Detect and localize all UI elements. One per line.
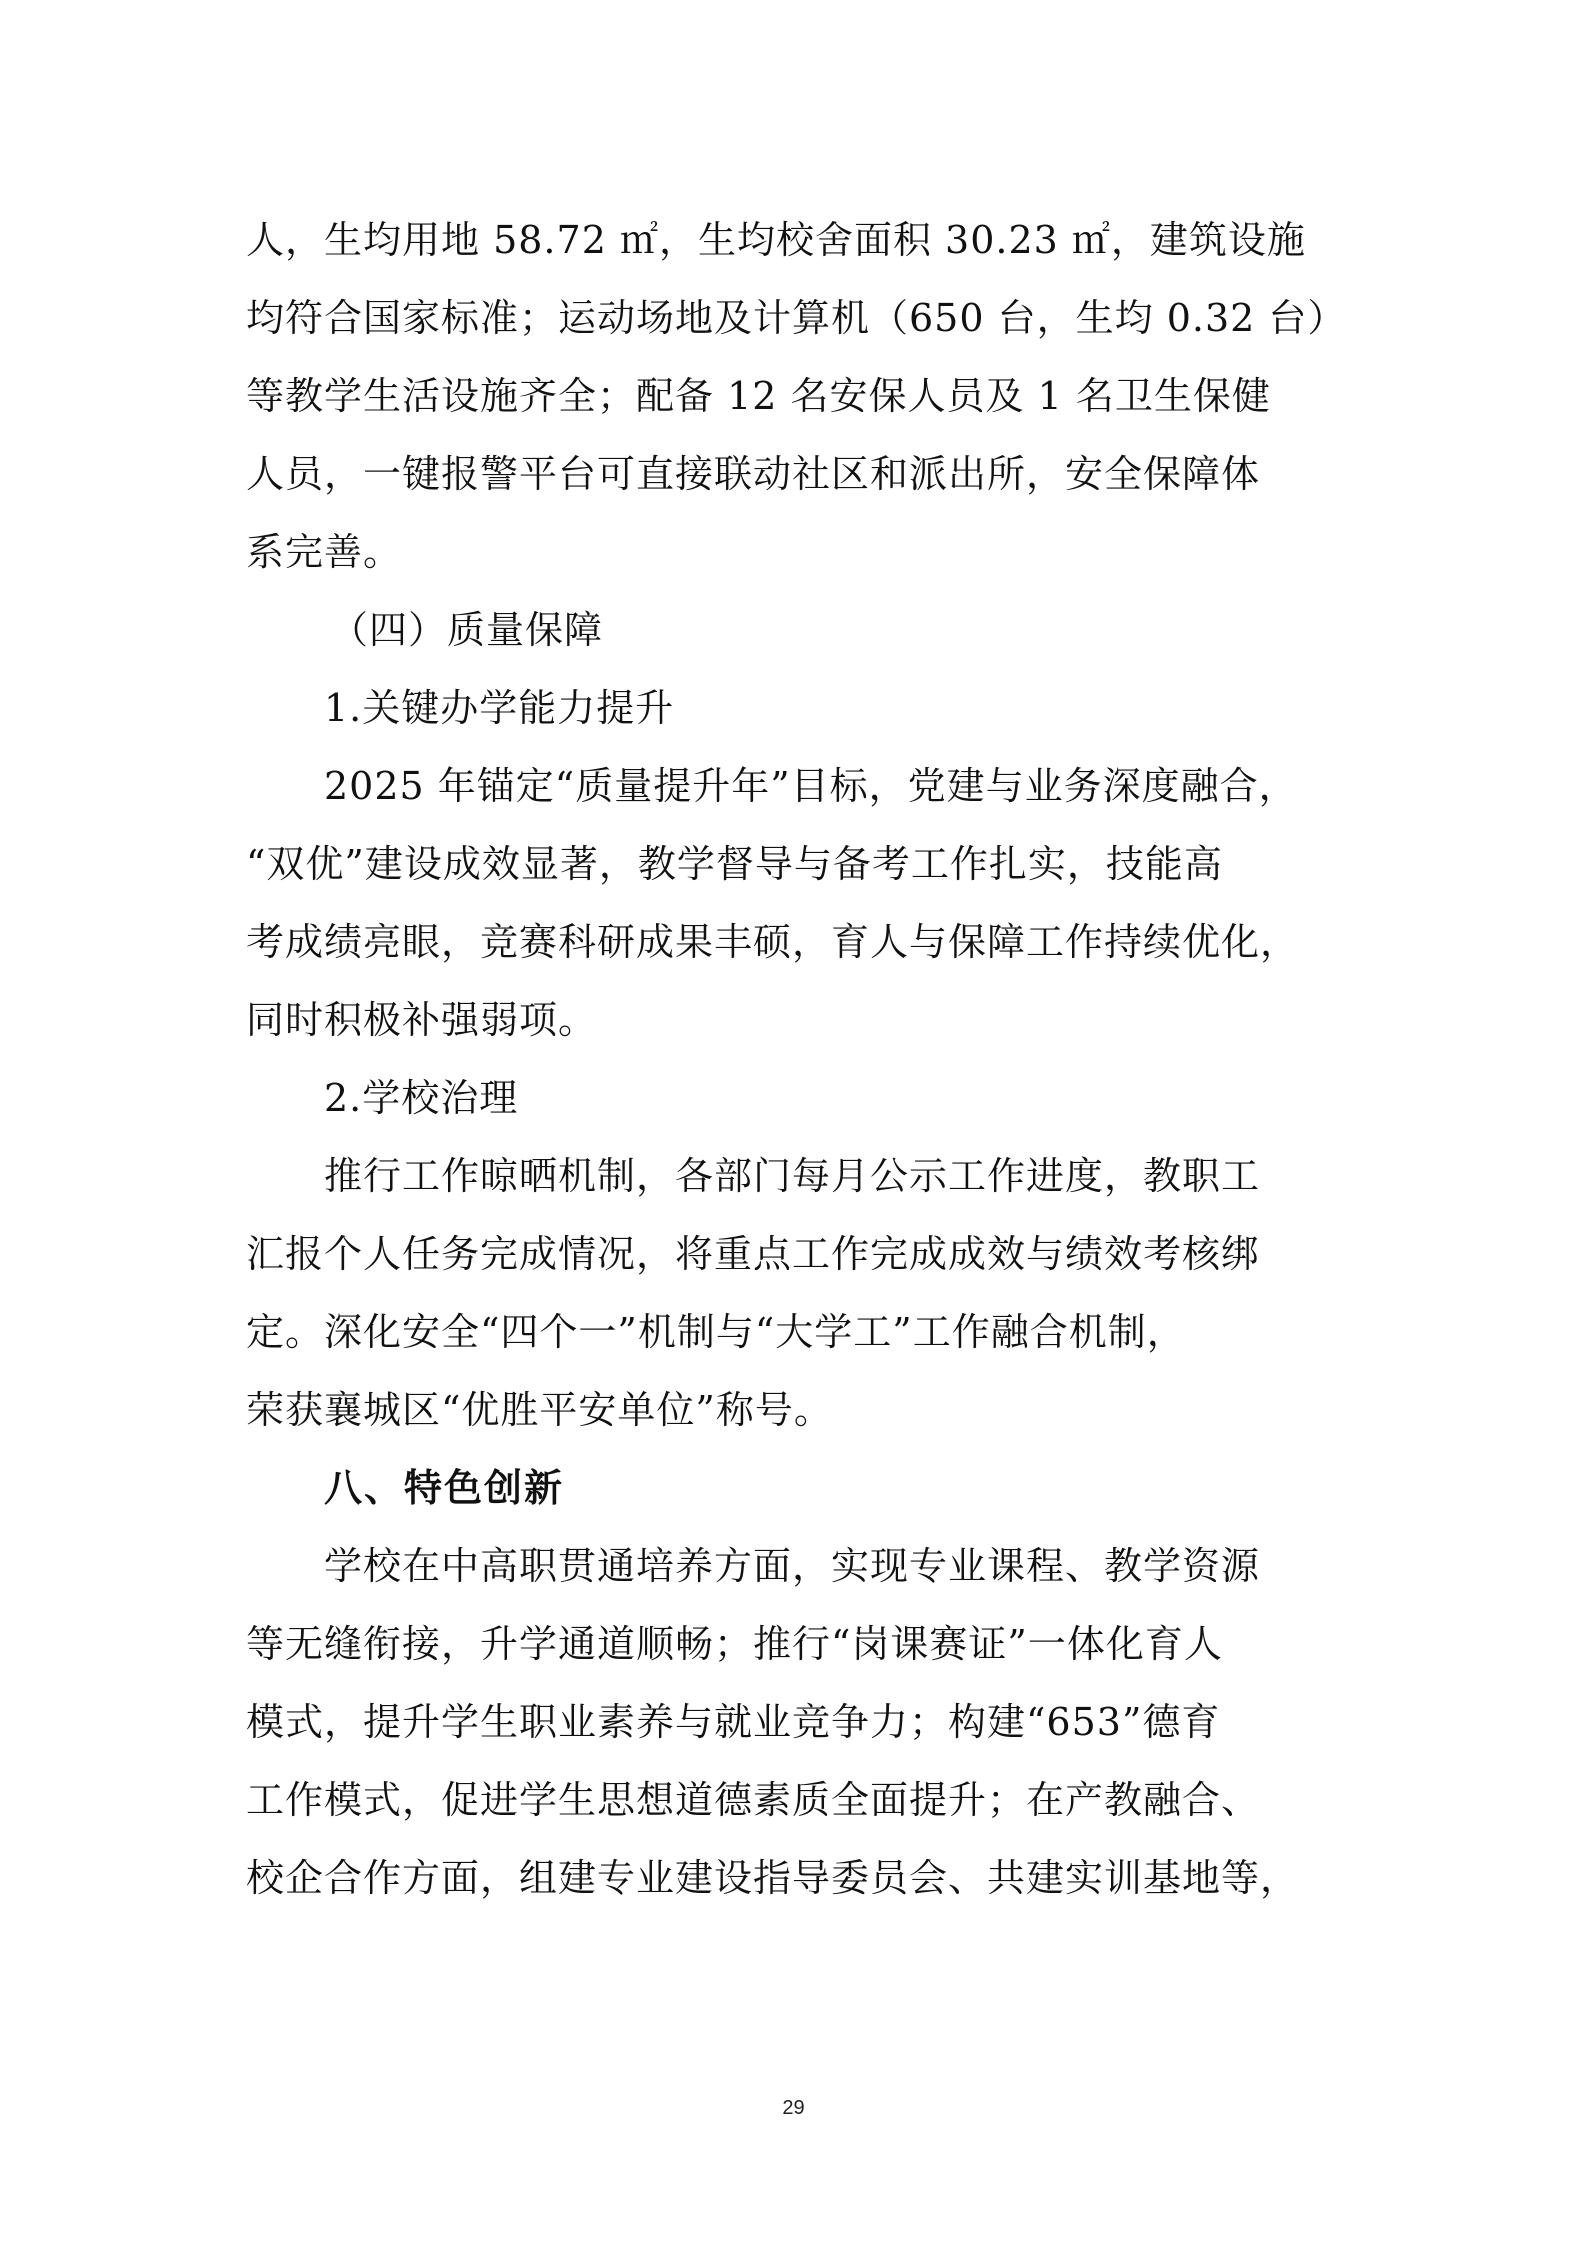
- paragraph-line: “双优”建设成效显著，教学督导与备考工作扎实，技能高: [246, 842, 1223, 886]
- paragraph-line: 系完善。: [246, 530, 403, 574]
- paragraph-line: 2025 年锚定“质量提升年”目标，党建与业务深度融合，: [324, 764, 1298, 808]
- paragraph-line: 汇报个人任务完成情况，将重点工作完成成效与绩效考核绑: [246, 1232, 1261, 1276]
- page-number: 29: [782, 2097, 805, 2119]
- subsection-heading: 1.关键办学能力提升: [324, 686, 675, 730]
- section-heading: （四）质量保障: [330, 608, 604, 652]
- paragraph-line: 学校在中高职贯通培养方面，实现专业课程、教学资源: [324, 1544, 1261, 1588]
- paragraph-line: 人员，一键报警平台可直接联动社区和派出所，安全保障体: [246, 452, 1261, 496]
- paragraph-line: 推行工作晾晒机制，各部门每月公示工作进度，教职工: [324, 1154, 1261, 1198]
- paragraph-line: 均符合国家标准；运动场地及计算机（650 台，生均 0.32 台）: [246, 296, 1347, 340]
- subsection-heading: 2.学校治理: [324, 1076, 519, 1120]
- paragraph-line: 工作模式，促进学生思想道德素质全面提升；在产教融合、: [246, 1778, 1261, 1822]
- chapter-heading: 八、特色创新: [324, 1466, 565, 1510]
- paragraph-line: 考成绩亮眼，竞赛科研成果丰硕，育人与保障工作持续优化，: [246, 920, 1300, 964]
- paragraph-line: 荣获襄城区“优胜平安单位”称号。: [246, 1388, 833, 1432]
- paragraph-line: 等无缝衔接，升学通道顺畅；推行“岗课赛证”一体化育人: [246, 1622, 1223, 1666]
- paragraph-line: 同时积极补强弱项。: [246, 998, 598, 1042]
- paragraph-line: 等教学生活设施齐全；配备 12 名安保人员及 1 名卫生保健: [246, 374, 1271, 418]
- paragraph-line: 人，生均用地 58.72 ㎡，生均校舍面积 30.23 ㎡，建筑设施: [246, 218, 1306, 262]
- paragraph-line: 定。深化安全“四个一”机制与“大学工”工作融合机制，: [246, 1310, 1186, 1354]
- paragraph-line: 校企合作方面，组建专业建设指导委员会、共建实训基地等，: [246, 1856, 1300, 1900]
- paragraph-line: 模式，提升学生职业素养与就业竞争力；构建“653”德育: [246, 1700, 1221, 1744]
